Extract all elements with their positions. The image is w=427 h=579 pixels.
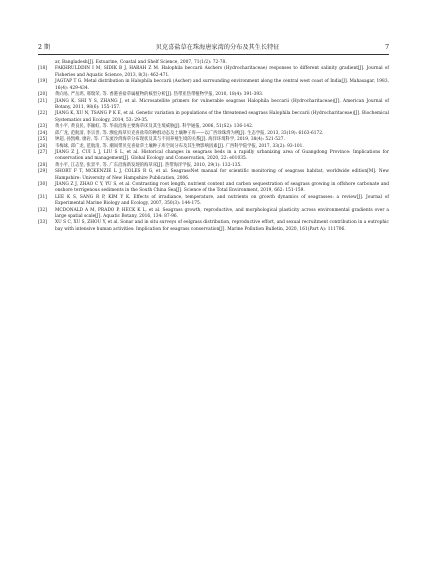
reference-entry	[38, 163, 389, 169]
reference-entry	[38, 60, 389, 66]
reference-list	[38, 60, 389, 233]
reference-text: JAGTAP T G. Metal distribution in Halophila beccarii (Ascher) and surrounding environment along the central west coast of India[J]. Mahasagar, 1983, 16(4): 429-434.	[55, 79, 389, 91]
reference-text: 韦梅球, 邱广龙, 范航清, 等. 潮间带贝克喜盐草土壤种子库空间分布及其生物影响因素[J]. 广西科学院学报, 2017, 33(2): 93-101.	[55, 143, 304, 149]
reference-entry	[38, 182, 389, 195]
page-number: 7	[385, 44, 389, 51]
reference-number: [30]	[38, 182, 47, 188]
reference-text: 黄小平, 江志坚, 张景平, 等. 广东沿海新发现的海草床[J]. 热带海洋学报, 2010, 29(1): 132-135.	[55, 162, 242, 168]
reference-text: 黄向易, 严岳鸿, 邢瑞荣, 等. 香港喜盐草属植物的核型分析[J]. 热带亚热带植物学报, 2010, 18(4): 391-393.	[55, 92, 264, 98]
reference-number: [19]	[38, 79, 47, 85]
reference-number: [27]	[38, 150, 47, 156]
reference-entry	[38, 195, 389, 208]
reference-entry	[38, 111, 389, 124]
reference-entry	[38, 99, 389, 112]
reference-entry	[38, 131, 389, 137]
reference-entry	[38, 144, 389, 150]
reference-entry	[38, 92, 389, 98]
reference-number: [24]	[38, 130, 47, 136]
reference-number: [22]	[38, 111, 47, 117]
reference-text: 钟超, 孙凯峰, 廖岩, 等. 广东流沙湾海草分布现状及其与不同养殖生境的关系[J]. 海洋环境科学, 2019, 38(4): 521-527.	[55, 137, 285, 143]
reference-text: JIANG Z J, ZHAO C Y, YU S, et al. Contrasting root length, nutrient content and carbon sequestration of seagrass growing in offshore carbonate and onshore terrigenous sediments in the South China Sea[J]. Science of the Total Environment, 2019, 662: 151-159.	[55, 182, 389, 194]
reference-number: [21]	[38, 98, 47, 104]
reference-text: LEE K S, SANG R P, KIM Y K. Effects of irradiance, temperature, and nutrients on growth dynamics of seagrasses: a review[J]. Journal of Experimental Marine Biology and Ecology, 2007, 350(3): 144-175.	[55, 194, 389, 207]
reference-entry	[38, 137, 389, 143]
reference-number: [20]	[38, 92, 47, 98]
reference-entry	[38, 150, 389, 163]
reference-text: MCDONALD A M, PRADO P, HECK K L, et al. Seagrass growth, reproductive, and morphological plasticity across environmental gradients over a large spatial scale[J]. Aquatic Botany, 2016, 134: 87-96.	[55, 207, 389, 219]
reference-number: [26]	[38, 143, 47, 149]
reference-number: [32]	[38, 207, 47, 213]
running-title: 贝克喜盐草在珠海唐家湾的分布及其生长特征	[155, 44, 280, 51]
reference-number: [25]	[38, 137, 47, 143]
reference-entry	[38, 124, 389, 130]
reference-text: JIANG K, XU N, TSANG P K E, et al. Genetic variation in populations of the threatened seagrass Halophila beccarii (Hydrocharitaceae)[J]. Biochemical Systematics and Ecology, 2014, 53: 29-35.	[55, 111, 389, 123]
reference-number: [31]	[38, 194, 47, 200]
reference-number: [23]	[38, 124, 47, 130]
reference-number: [18]	[38, 66, 47, 72]
reference-text: JIANG Z J, CUI L J, LIU S L, et al. Historical changes in seagrass beds in a rapidly urbanizing area of Guangdong Province: Implications for conservation and management[J]. Global Ecology and Conservation, 2020, 22: e01035.	[55, 150, 389, 162]
reference-number: [28]	[38, 162, 47, 168]
reference-entry	[38, 169, 389, 182]
reference-entry	[38, 79, 389, 92]
reference-entry	[38, 208, 389, 221]
reference-text: FAKHRULDDIN I M, SIDIK B J, HARAH Z M. Halophila beccarii Aschers (Hydrocharitaceae) responses to different salinity gradient[J]. Journal of Fisheries and Aquatic Science, 2013, 8(3): 462-471.	[55, 66, 389, 78]
reference-text: JIANG K, SHI Y S, ZHANG J, et al. Microsatellite primers for vulnerable seagrass Halophila beccarii (Hydrocharitaceae)[J]. American Journal of Botany, 2011, 98(6): 155-157.	[55, 98, 389, 110]
reference-text: ar, Bangladesh[J]. Estuarine, Coastal and Shelf Science, 2007, 71(1/2): 72-78.	[55, 60, 227, 65]
reference-entry	[38, 220, 389, 233]
reference-text: XU S C, XU S, ZHOU Y, et al. Sonar and in situ surveys of eelgrass distribution, reproductive effort, and sexual recruitment contribution in a eutrophic bay with intensive human activities: Implication for seagrass conservation[J]. Marine Pollution Bulletin, 2020, 161(Part A): 111706.	[55, 220, 389, 232]
reference-entry	[38, 66, 389, 79]
header-rule	[38, 54, 389, 55]
reference-text: 黄小平, 黄良民, 李颖虹, 等. 华南沿海主要海草床及其生境威胁[J]. 科学通报, 2006, 51(S2): 136-142.	[55, 124, 254, 130]
reference-number: [33]	[38, 220, 47, 226]
reference-number: [29]	[38, 169, 47, 175]
running-header	[38, 44, 389, 52]
issue-number: 2 期	[38, 44, 51, 51]
reference-text: 邱广龙, 范航清, 李宗善, 等. 濒危海草贝克喜盐草的种群动态及土壤种子库——以广西珍珠湾为例[J]. 生态学报, 2013, 33(19): 6163-6172.	[55, 130, 324, 136]
reference-text: SHORT F T, MCKENZIE L J, COLES R G, et al. SeagrassNet manual for scientific monitoring of seagrass habitat, worldwide edition[M]. New Hampshire: University of New Hampshire Publication, 2006.	[55, 169, 389, 181]
